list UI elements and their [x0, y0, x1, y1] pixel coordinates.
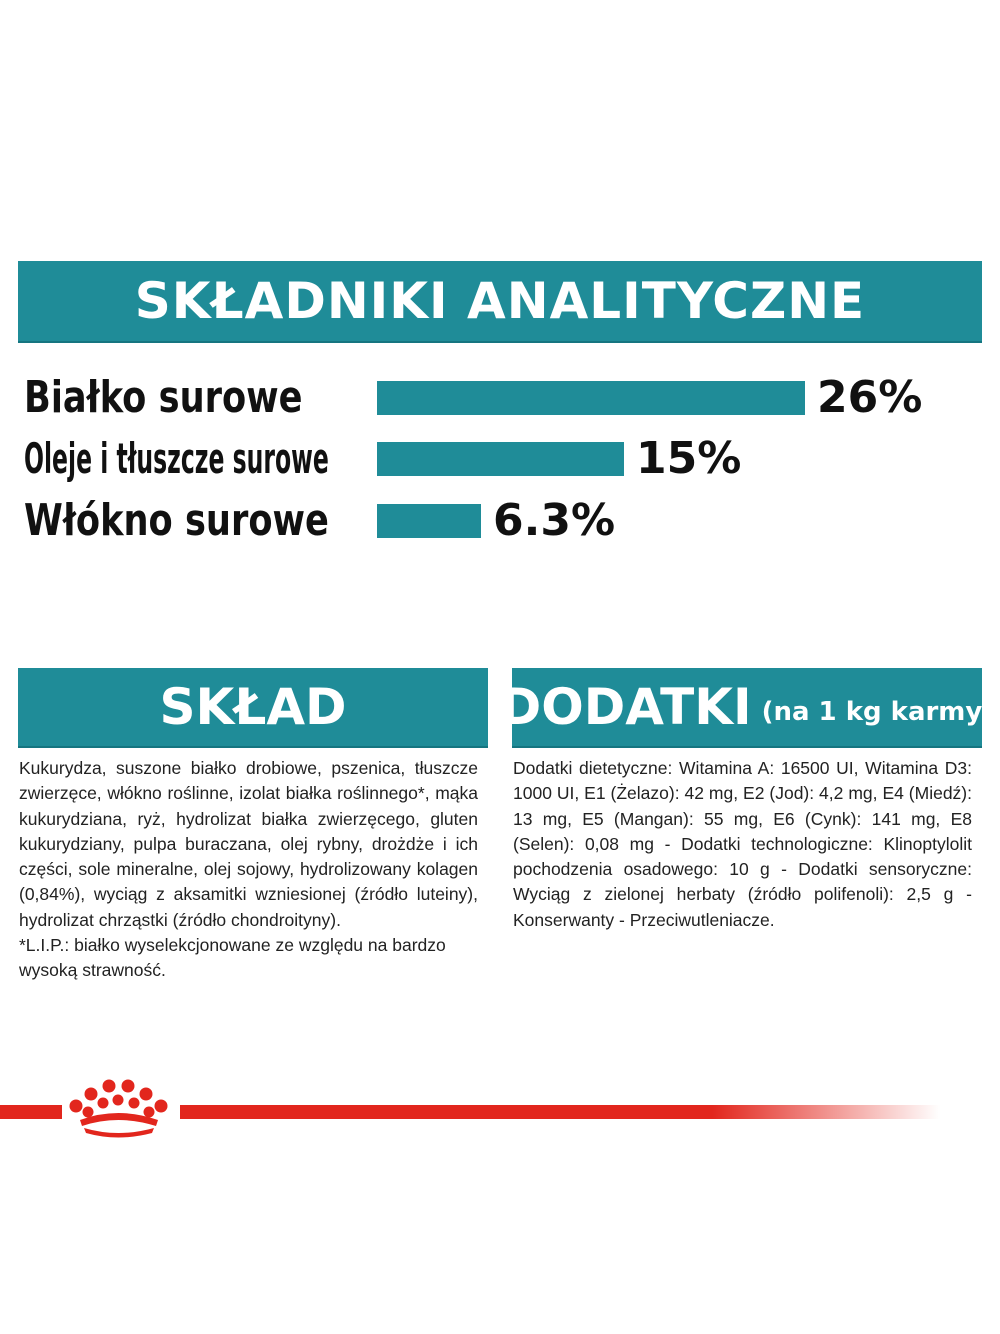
nutrient-value: 26% [817, 372, 923, 423]
nutrient-label: Oleje i tłuszcze surowe [24, 434, 329, 483]
nutrient-bar [377, 381, 805, 415]
additives-list: Dodatki dietetyczne: Witamina A: 16500 UI, Witamina D3: 1000 UI, E1 (Żelazo): 42 mg, E2 (Jod): 4,2 mg, E4 (Miedź): 13 mg, E5 (Mangan): 55 mg, E6 (Cynk): 141 mg, E8 (Selen): 0,08 mg - Dodatki technologiczne: Klinoptylolit pochodzenia osadowego: 10 g - Dodatki sensoryczne: Wyciąg z zielonej herbaty (źródło polifenoli): 2,5 g - Konserwanty - Przeciwutleniacze. [513, 758, 972, 930]
royal-canin-crown-icon [66, 1078, 176, 1138]
nutrient-value: 6.3% [493, 495, 616, 546]
nutrient-bar [377, 442, 624, 476]
additives-text [513, 756, 972, 933]
nutrient-row-protein [0, 368, 1000, 428]
analytics-title: SKŁADNIKI ANALITYCZNE [18, 261, 982, 343]
brand-line-right [180, 1105, 940, 1119]
nutrient-bar [377, 504, 481, 538]
nutrient-label: Białko surowe [24, 372, 303, 423]
composition-ingredients: Kukurydza, suszone białko drobiowe, pszenica, tłuszcze zwierzęce, włókno roślinne, izolat białka roślinnego*, mąka kukurydziana, ryż, hydrolizat białka zwierzęcego, gluten kukurydziany, pulpa buraczana, olej rybny, drożdże i ich części, sole mineralne, olej sojowy, hydrolizowany kolagen (0,84%), wyciąg z aksamitki wzniesionej (źródło luteiny), hydrolizat chrząstki (źródło chondroityny). [19, 758, 478, 930]
additives-subtitle: (na 1 kg karmy) [761, 697, 995, 727]
nutrient-row-fibre [0, 491, 1000, 551]
composition-footnote: *L.I.P.: białko wyselekcjonowane ze względu na bardzo wysoką strawność. [19, 935, 446, 981]
nutrient-label: Włókno surowe [24, 495, 329, 546]
composition-text [19, 756, 478, 984]
additives-title-bar [499, 668, 995, 748]
additives-title: DODATKI [499, 678, 752, 736]
composition-title: SKŁAD [18, 668, 488, 748]
nutrient-value: 15% [636, 433, 742, 484]
brand-line-left [0, 1105, 62, 1119]
nutrient-row-fat [0, 429, 1000, 489]
